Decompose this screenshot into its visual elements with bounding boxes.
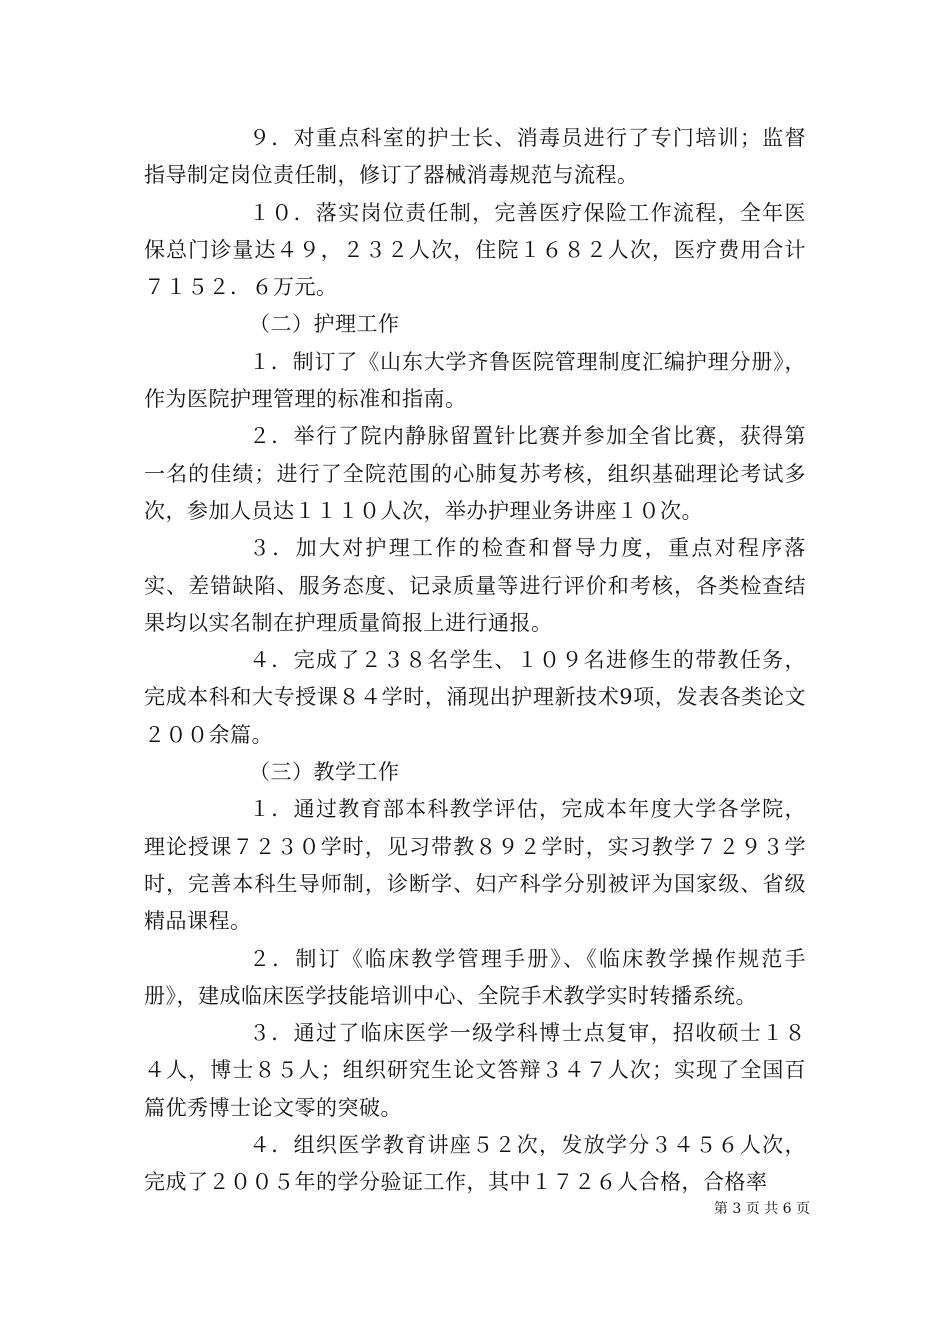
paragraph-teaching-3: ３．通过了临床医学一级学科博士点复审，招收硕士１８４人，博士８５人；组织研究生论文答辩３４７人次；实现了全国百篇优秀博士论文零的突破。 [144, 1021, 806, 1120]
paragraph-nursing-3: ３．加大对护理工作的检查和督导力度，重点对程序落实、差错缺陷、服务态度、记录质量等进行评价和考核，各类检查结果均以实名制在护理质量简报上进行通报。 [144, 536, 806, 635]
paragraph-nursing-4: ４．完成了２３８名学生、１０９名进修生的带教任务，完成本科和大专授课８４学时，涌现出护理新技术9项，发表各类论文２００余篇。 [144, 648, 806, 747]
section-heading-nursing: （二）护理工作 [249, 312, 400, 337]
paragraph-teaching-4: ４．组织医学教育讲座５２次，发放学分３４５６人次，完成了２００５年的学分验证工作，其中１７２６人合格，合格率 [144, 1133, 806, 1195]
paragraph-nursing-2: ２．举行了院内静脉留置针比赛并参加全省比赛，获得第一名的佳绩；进行了全院范围的心肺复苏考核，组织基础理论考试多次，参加人员达１１１０人次，举办护理业务讲座１０次。 [144, 424, 806, 523]
section-heading-teaching: （三）教学工作 [249, 760, 400, 785]
paragraph-nursing-1: １．制订了《山东大学齐鲁医院管理制度汇编护理分册》，作为医院护理管理的标准和指南。 [144, 349, 806, 412]
page-number-footer: 第 3 页 共 6 页 [713, 1201, 810, 1217]
paragraph-teaching-1: １．通过教育部本科教学评估，完成本年度大学各学院，理论授课７２３０学时，见习带教８９２学时，实习教学７２９３学时，完善本科生导师制，诊断学、妇产科学分别被评为国家级、省级精品课程。 [144, 797, 806, 934]
paragraph-item-9: ９．对重点科室的护士长、消毒员进行了专门培训；监督指导制定岗位责任制，修订了器械消毒规范与流程。 [144, 126, 806, 188]
paragraph-teaching-2: ２．制订《临床教学管理手册》、《临床教学操作规范手册》，建成临床医学技能培训中心、全院手术教学实时转播系统。 [144, 946, 806, 1008]
paragraph-item-10: １０．落实岗位责任制，完善医疗保险工作流程，全年医保总门诊量达４９，２３２人次，住院１６８２人次，医疗费用合计７１５２．６万元。 [144, 200, 806, 300]
document-body [144, 120, 806, 1202]
